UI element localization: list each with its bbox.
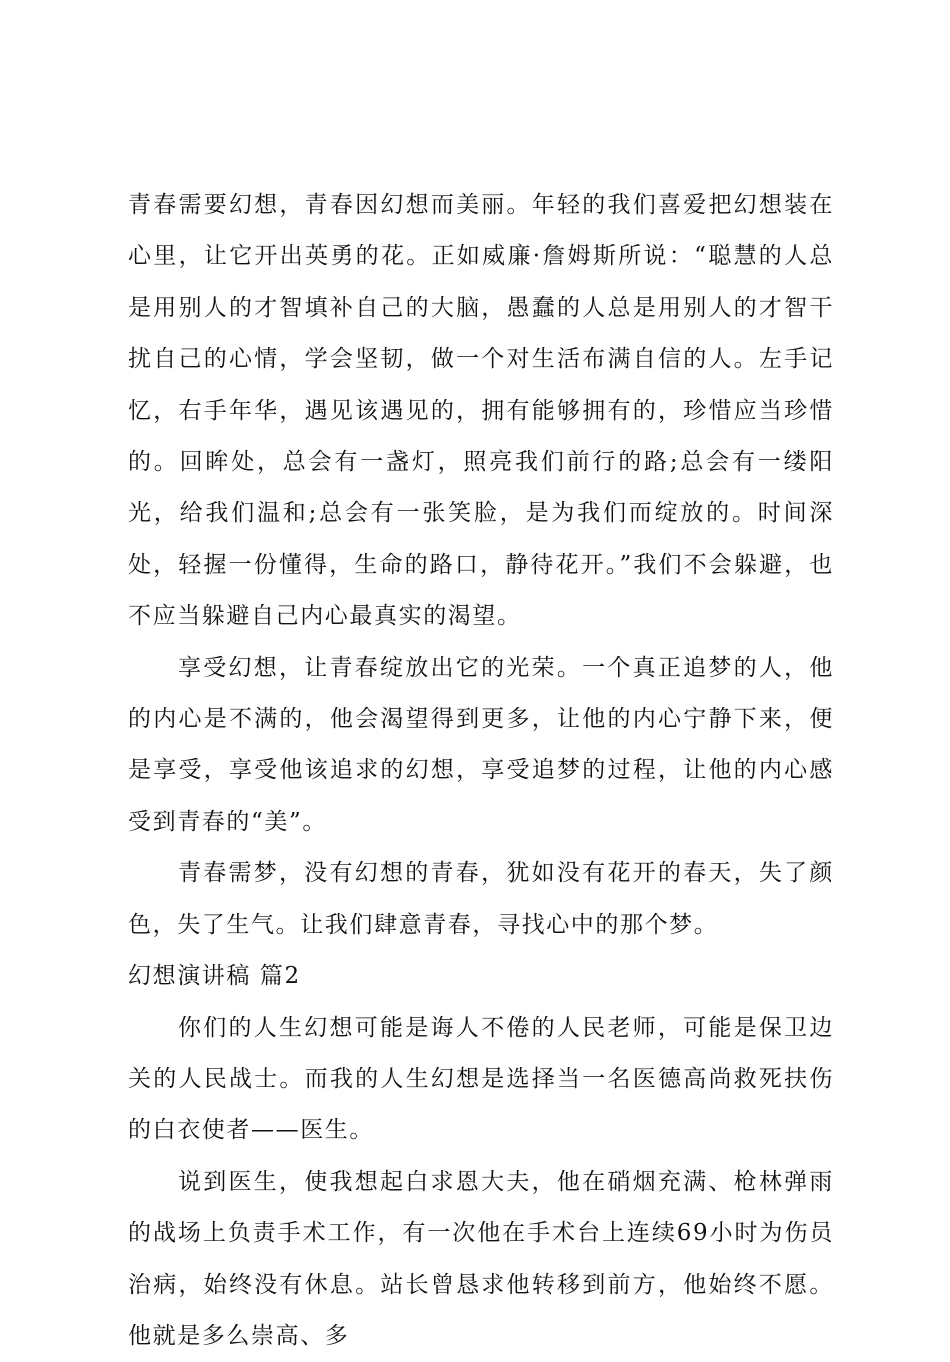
paragraph-enjoy-dream: 享受幻想，让青春绽放出它的光荣。一个真正追梦的人，他的内心是不满的，他会渴望得到更多，让他的内心宁静下来，便是享受，享受他该追求的幻想，享受追梦的过程，让他的内心感受到青春的“美”。 xyxy=(128,654,834,835)
paragraph-youth-needs-dream: 青春需要幻想，青春因幻想而美丽。年轻的我们喜爱把幻想装在心里，让它开出英勇的花。正如威廉·詹姆斯所说：“聪慧的人总是用别人的才智填补自己的大脑，愚蠢的人总是用别人的才智干扰自己的心情，学会坚韧，做一个对生活布满自信的人。左手记忆，右手年华，遇见该遇见的，拥有能够拥有的，珍惜应当珍惜的。回眸处，总会有一盏灯，照亮我们前行的路;总会有一缕阳光，给我们温和;总会有一张笑脸，是为我们而绽放的。时间深处，轻握一份懂得，生命的路口，静待花开。”我们不会躲避，也不应当躲避自己内心最真实的渴望。 xyxy=(128,192,834,630)
paragraph-life-dream: 你们的人生幻想可能是诲人不倦的人民老师，可能是保卫边关的人民战士。而我的人生幻想是选择当一名医德高尚救死扶伤的白衣使者——医生。 xyxy=(128,1014,834,1144)
paragraph-youth-needs-dream-2: 青春需梦，没有幻想的青春，犹如没有花开的春天，失了颜色，失了生气。让我们肆意青春，寻找心中的那个梦。 xyxy=(128,860,834,938)
document-body xyxy=(128,180,834,1362)
section-heading: 幻想演讲稿 篇2 xyxy=(128,963,301,990)
paragraph-doctor-bethune: 说到医生，使我想起白求恩大夫，他在硝烟充满、枪林弹雨的战场上负责手术工作，有一次他在手术台上连续69小时为伤员治病，始终没有休息。站长曾恳求他转移到前方，他始终不愿。他就是多么崇高、多 xyxy=(128,1168,834,1349)
